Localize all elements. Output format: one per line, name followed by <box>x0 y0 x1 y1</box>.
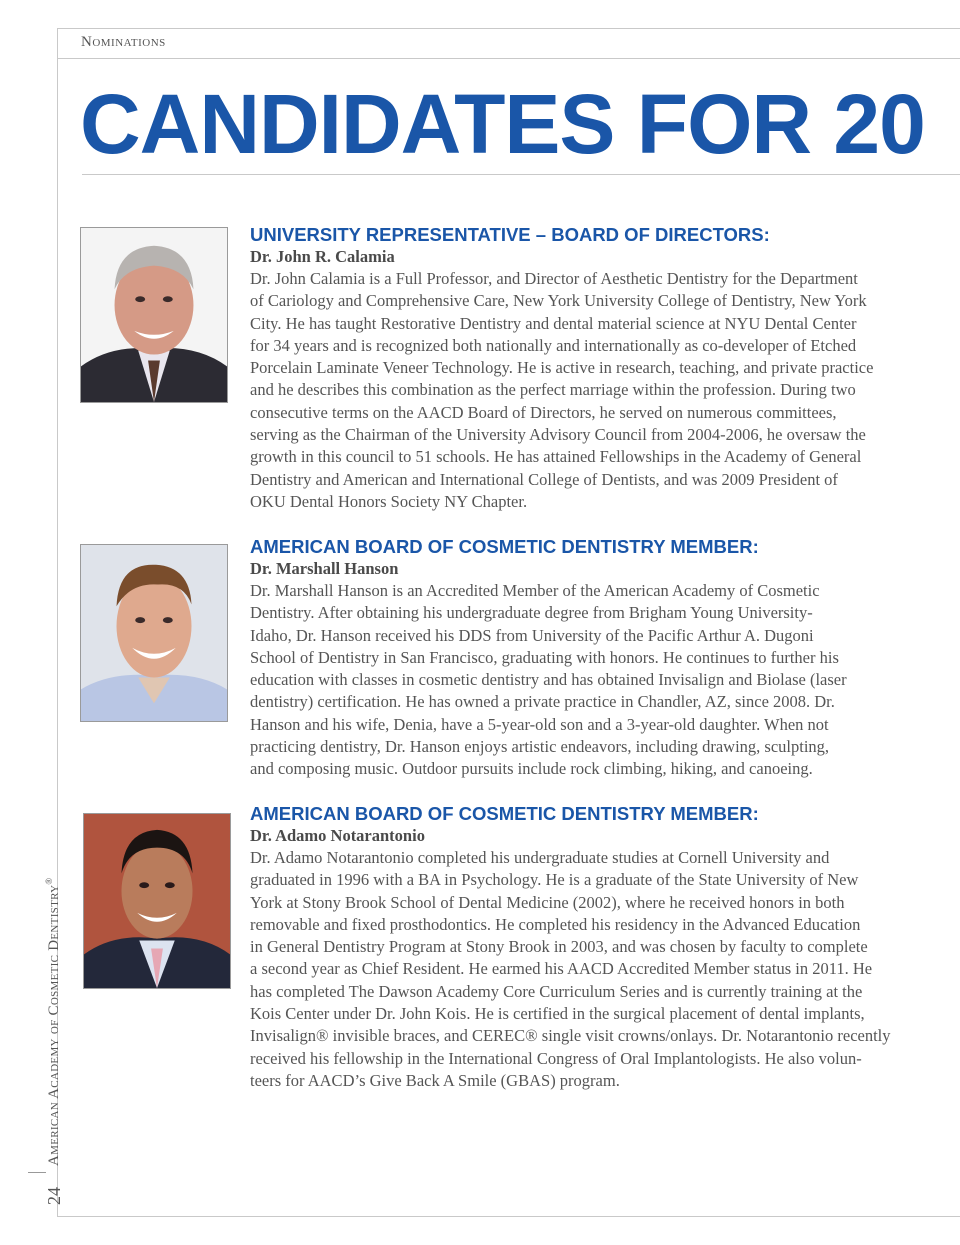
candidate-name: Dr. Adamo Notarantonio <box>250 826 425 845</box>
bio-line: of Cariology and Comprehensive Care, New York University College of Dentistry, New York <box>250 291 867 311</box>
bio-line: practicing dentistry, Dr. Hanson enjoys artistic endeavors, including drawing, sculpting, <box>250 737 830 757</box>
candidate-block-notarantonio <box>250 803 920 1092</box>
bio-line: serving as the Chairman of the University Advisory Council from 2004-2006, he oversaw the <box>250 425 866 445</box>
candidate-name: Dr. John R. Calamia <box>250 247 395 266</box>
bio-line: Dentistry. After obtaining his undergraduate degree from Brigham Young University- <box>250 603 813 623</box>
bio-line: in General Dentistry Program at Stony Brook in 2003, and was chosen by faculty to complete <box>250 937 868 957</box>
bio-line: Dr. Adamo Notarantonio completed his undergraduate studies at Cornell University and <box>250 848 830 867</box>
bio-line: Invisalign® invisible braces, and CEREC® single visit crowns/onlays. Dr. Notarantonio recently <box>250 1026 891 1046</box>
bio-line: and composing music. Outdoor pursuits include rock climbing, hiking, and canoeing. <box>250 759 813 779</box>
section-label: Nominations <box>81 34 166 50</box>
candidate-heading: AMERICAN BOARD OF COSMETIC DENTISTRY MEMBER: <box>250 803 759 824</box>
bio-line: has completed The Dawson Academy Core Curriculum Series and is currently training at the <box>250 981 863 1001</box>
candidate-photo-notarantonio <box>83 813 231 989</box>
bio-line: teers for AACD’s Give Back A Smile (GBAS) program. <box>250 1070 620 1090</box>
publication-name: American Academy of Cosmetic Dentistry <box>46 884 62 1166</box>
publication-side-text <box>44 877 63 1166</box>
footer-divider <box>28 1172 46 1173</box>
bio-line: growth in this council to 51 schools. He has attained Fellowships in the Academy of General <box>250 447 862 467</box>
bio-line: Dr. Marshall Hanson is an Accredited Member of the American Academy of Cosmetic <box>250 581 820 600</box>
header-rule <box>57 58 960 59</box>
bio-line: consecutive terms on the AACD Board of Directors, he served on numerous committees, <box>250 402 837 422</box>
bio-line: dentistry) certification. He has owned a private practice in Chandler, AZ, since 2008. Dr. <box>250 692 835 712</box>
candidate-photo-calamia <box>80 227 228 403</box>
candidate-name: Dr. Marshall Hanson <box>250 559 399 578</box>
bio-line: School of Dentistry in San Francisco, graduating with honors. He continues to further his <box>250 647 839 667</box>
bio-line: a second year as Chief Resident. He earmed his AACD Accredited Member status in 2011. He <box>250 959 873 979</box>
bio-line: OKU Dental Honors Society NY Chapter. <box>250 491 528 511</box>
registered-mark: ® <box>44 877 54 885</box>
bio-line: Dentistry and American and International College of Dentists, and was 2009 President of <box>250 469 838 489</box>
candidate-photo-hanson <box>80 544 228 722</box>
bottom-rule <box>57 1216 960 1217</box>
bio-line: Porcelain Laminate Veneer Technology. He is active in research, teaching, and private practice <box>250 358 874 378</box>
candidate-block-calamia <box>250 224 920 513</box>
bio-line: Hanson and his wife, Denia, have a 5-year-old son and a 3-year-old daughter. When not <box>250 714 829 734</box>
bio-line: education with classes in cosmetic dentistry and has obtained Invisalign and Biolase (laser <box>250 670 847 690</box>
page-title: CANDIDATES FOR 20 <box>80 77 925 171</box>
bio-line: Idaho, Dr. Hanson received his DDS from University of the Pacific Arthur A. Dugoni <box>250 625 814 645</box>
bio-line: Dr. John Calamia is a Full Professor, and Director of Aesthetic Dentistry for the Department <box>250 269 858 288</box>
bio-line: and he describes this combination as the perfect marriage within the profession. During two <box>250 380 856 400</box>
bio-line: graduated in 1996 with a BA in Psychology. He is a graduate of the State University of New <box>250 870 859 890</box>
top-rule <box>57 28 960 29</box>
candidate-heading: AMERICAN BOARD OF COSMETIC DENTISTRY MEMBER: <box>250 536 759 557</box>
bio-line: York at Stony Brook School of Dental Medicine (2002), where he received honors in both <box>250 892 845 912</box>
bio-line: removable and fixed prosthodontics. He completed his residency in the Advanced Education <box>250 914 861 934</box>
title-rule <box>82 174 960 175</box>
bio-line: for 34 years and is recognized both nationally and internationally as co-developer of Etched <box>250 335 857 355</box>
page-number: 24 <box>44 1187 64 1205</box>
bio-line: received his fellowship in the International Congress of Oral Implantologists. He also volun- <box>250 1048 862 1068</box>
bio-line: City. He has taught Restorative Dentistry and dental material science at NYU Dental Center <box>250 313 857 333</box>
candidate-heading: UNIVERSITY REPRESENTATIVE – BOARD OF DIRECTORS: <box>250 224 770 245</box>
candidate-block-hanson <box>250 536 920 781</box>
bio-line: Kois Center under Dr. John Kois. He is certified in the surgical placement of dental implants, <box>250 1004 865 1024</box>
